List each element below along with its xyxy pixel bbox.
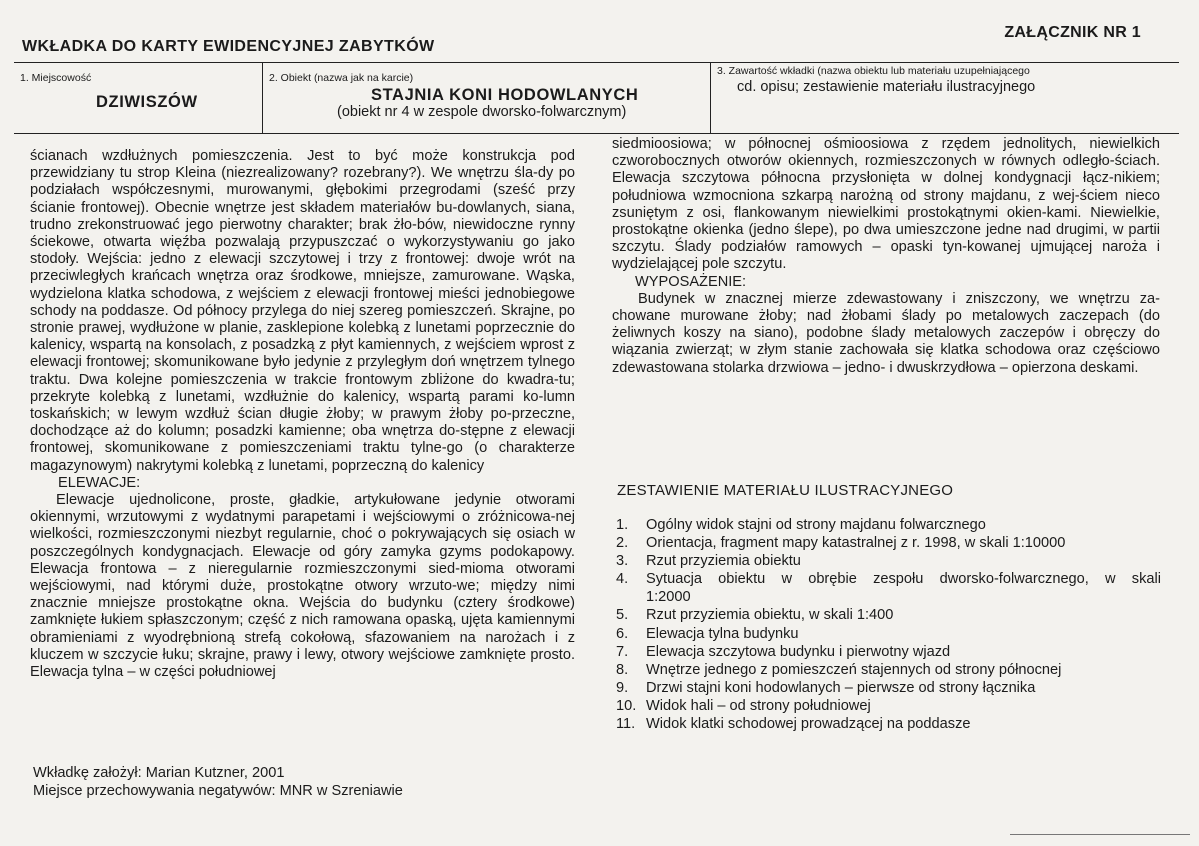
field-object-label: 2. Obiekt (nazwa jak na karcie)	[269, 72, 414, 84]
elevations-continued-paragraph: siedmioosiowa; w północnej ośmioosiowa z rzędem jednolitych, niewielkich czworobocznych otworów okiennych, rozmieszczonych w równych odległo-ściach. Elewacja szczytowa północna przysłonięta w dolnej kondygnacji łącz-nikiem; południowa wzmocniona szkarpą narożną od strony majdanu, z wej-ściem nieco zsuniętym z osi, flankowanym niewielkimi prostokątnymi okien-kami. Niewielkie, prostokątne okienka (jedno ślepe), po dwa umieszczone jedne nad drugimi, w partii szczytu. Ślady podziałów ramowych – opaski tyn-kowanej ujmującej naroża i wydzielającej pole szczytu.	[612, 136, 1160, 273]
form-title: WKŁADKA DO KARTY EWIDENCYJNEJ ZABYTKÓW	[22, 38, 435, 55]
field-contents-label: 3. Zawartość wkładki (nazwa obiektu lub materiału uzupełniającego	[717, 65, 1030, 77]
list-item: 1. Ogólny widok stajni od strony majdanu folwarcznego	[616, 517, 986, 533]
illustrations-title: ZESTAWIENIE MATERIAŁU ILUSTRACYJNEGO	[617, 482, 954, 499]
field-locality-label: 1. Miejscowość	[20, 72, 92, 84]
elevations-heading: ELEWACJE:	[58, 474, 141, 491]
field-locality	[14, 63, 262, 133]
list-item: 4. Sytuacja obiektu w obrębie zespołu dworsko-folwarcznego, w skali 1:2000	[616, 571, 1161, 606]
elevations-paragraph: Elewacje ujednolicone, proste, gładkie, artykułowane jedynie otworami okiennymi, wrzutowymi z wydatnymi parapetami i wejściowymi o zróżnicowa-nej wielkości, rozmieszczonymi niezbyt regularnie, choć o pokrywających się osiach w poszczególnych kondygnacjach. Elewacje od góry zamyka gzyms podokapowy. Elewacja frontowa – z nieregularnie rozmieszczonymi sied-mioma otworami wejściowymi, nad którymi duże, prostokątne otwory wrzuto-we; między nimi znacznie mniejsze prostokątne okna. Wejścia do budynku (cztery środkowe) zamknięte łukiem spłaszczonym; część z nich ramowana opaską, ujęta kamiennymi obramieniami z wyodrębnioną strefą cokołową, sfazowaniem na narożach i z kluczem w szczycie łuku; skrajne, prawy i lewy, otwory wejściowe zamknięte prosto. Elewacja tylna – w części południowej	[30, 492, 575, 681]
footer-author: Wkładkę założył: Marian Kutzner, 2001	[33, 765, 285, 781]
field-object	[262, 63, 711, 133]
list-item: 10. Widok hali – od strony południowej	[616, 697, 871, 714]
footer	[33, 765, 403, 800]
list-item: 5. Rzut przyziemia obiektu, w skali 1:400	[616, 607, 894, 624]
field-contents-value: cd. opisu; zestawienie materiału ilustracyjnego	[737, 79, 1036, 95]
list-item: 6. Elewacja tylna budynku	[616, 625, 799, 642]
scan-edge-line	[1010, 834, 1190, 835]
field-object-value: STAJNIA KONI HODOWLANYCH	[371, 86, 639, 104]
equipment-paragraph: Budynek w znacznej mierze zdewastowany i zniszczony, we wnętrzu za-chowane murowane żłoby; nad żłobami ślady po metalowych zaczepach (do żeliwnych koszy na siano), podobne ślady metalowych zaczepów i obręczy do wiązania zwierząt; w złym stanie zachowała się klatka schodowa oraz częściowo zdewastowana stolarka drzwiowa – jedno- i dwuskrzydłowa – opierzona deskami.	[612, 290, 1160, 376]
header-fields	[14, 62, 1179, 134]
list-item: 2. Orientacja, fragment mapy katastralnej z r. 1998, w skali 1:10000	[616, 535, 1066, 552]
description-paragraph: ścianach wzdłużnych pomieszczenia. Jest to być może konstrukcja pod przewidziany tu strop Kleina (niezrealizowany? rozebrany?). We wnętrzu śla-dy po podziałach współczesnymi, murowanymi, głębokimi przegrodami (sześć przy ścianie frontowej). Obecnie wnętrze jest składem materiałów bu-dowlanych, siana, trudno zrekonstruować jego pierwotny charakter; brak żło-bów, niewidoczne rynny ściekowe, otwarta więźba pozwalają przypuszczać o wykorzystywaniu go jako stodoły. Wejścia: jedno z elewacji szczytowej i trzy z frontowej: dwoje wrót na przeciwległych krańcach wnętrza oraz środkowe, mniejsze, zamurowane. Wąska, wydzielona klatka schodowa, z wejściem z elewacji frontowej mieści jednobiegowe schody na poddasze. Od północy przylega do niej szereg pomieszczeń. Skrajne, po stronie prawej, wydłużone w planie, zasklepione kolebką z lunetami poprzecznie do kalenicy, wspartą na konsolach, z posadzką z płyt kamiennych, z wejściem wprost z elewacji frontowej; skomunikowane było jedynie z przyległym doń wnętrzem tylnego traktu. Dwa kolejne pomieszczenia w trakcie frontowym zbliżone do kwadra-tu; przekryte kolebką z lunetami, wzdłużnie do kalenicy, wspartą parami ko-lumn toskańskich; w lewym wzdłuż ścian długie żłoby; w prawym żłoby po-przeczne, dochodzące aż do kolumn; posadzki kamienne; oba wnętrza do-stępne z elewacji frontowej, skomunikowane z pomieszczeniami traktu tylne-go (o charakterze magazynowym) nakrytymi kolebką z lunetami, poprzeczną do kalenicy	[30, 148, 575, 474]
field-locality-value: DZIWISZÓW	[96, 93, 198, 111]
right-column	[612, 136, 1160, 377]
footer-storage: Miejsce przechowywania negatywów: MNR w Szreniawie	[33, 782, 403, 799]
illustrations-list	[616, 516, 1161, 733]
annex-number: ZAŁĄCZNIK NR 1	[1004, 24, 1141, 41]
equipment-heading: WYPOSAŻENIE:	[635, 273, 747, 290]
list-item: 3. Rzut przyziemia obiektu	[616, 553, 801, 570]
list-item: 8. Wnętrze jednego z pomieszczeń stajennych od strony północnej	[616, 661, 1062, 678]
list-item: 9. Drzwi stajni koni hodowlanych – pierwsze od strony łącznika	[616, 679, 1036, 696]
field-object-subvalue: (obiekt nr 4 w zespole dworsko-folwarcznym)	[337, 104, 627, 120]
list-item: 7. Elewacja szczytowa budynku i pierwotny wjazd	[616, 643, 951, 660]
field-contents	[710, 63, 1180, 133]
list-item: 11. Widok klatki schodowej prowadzącej na poddasze	[616, 716, 971, 733]
left-column	[30, 148, 575, 681]
